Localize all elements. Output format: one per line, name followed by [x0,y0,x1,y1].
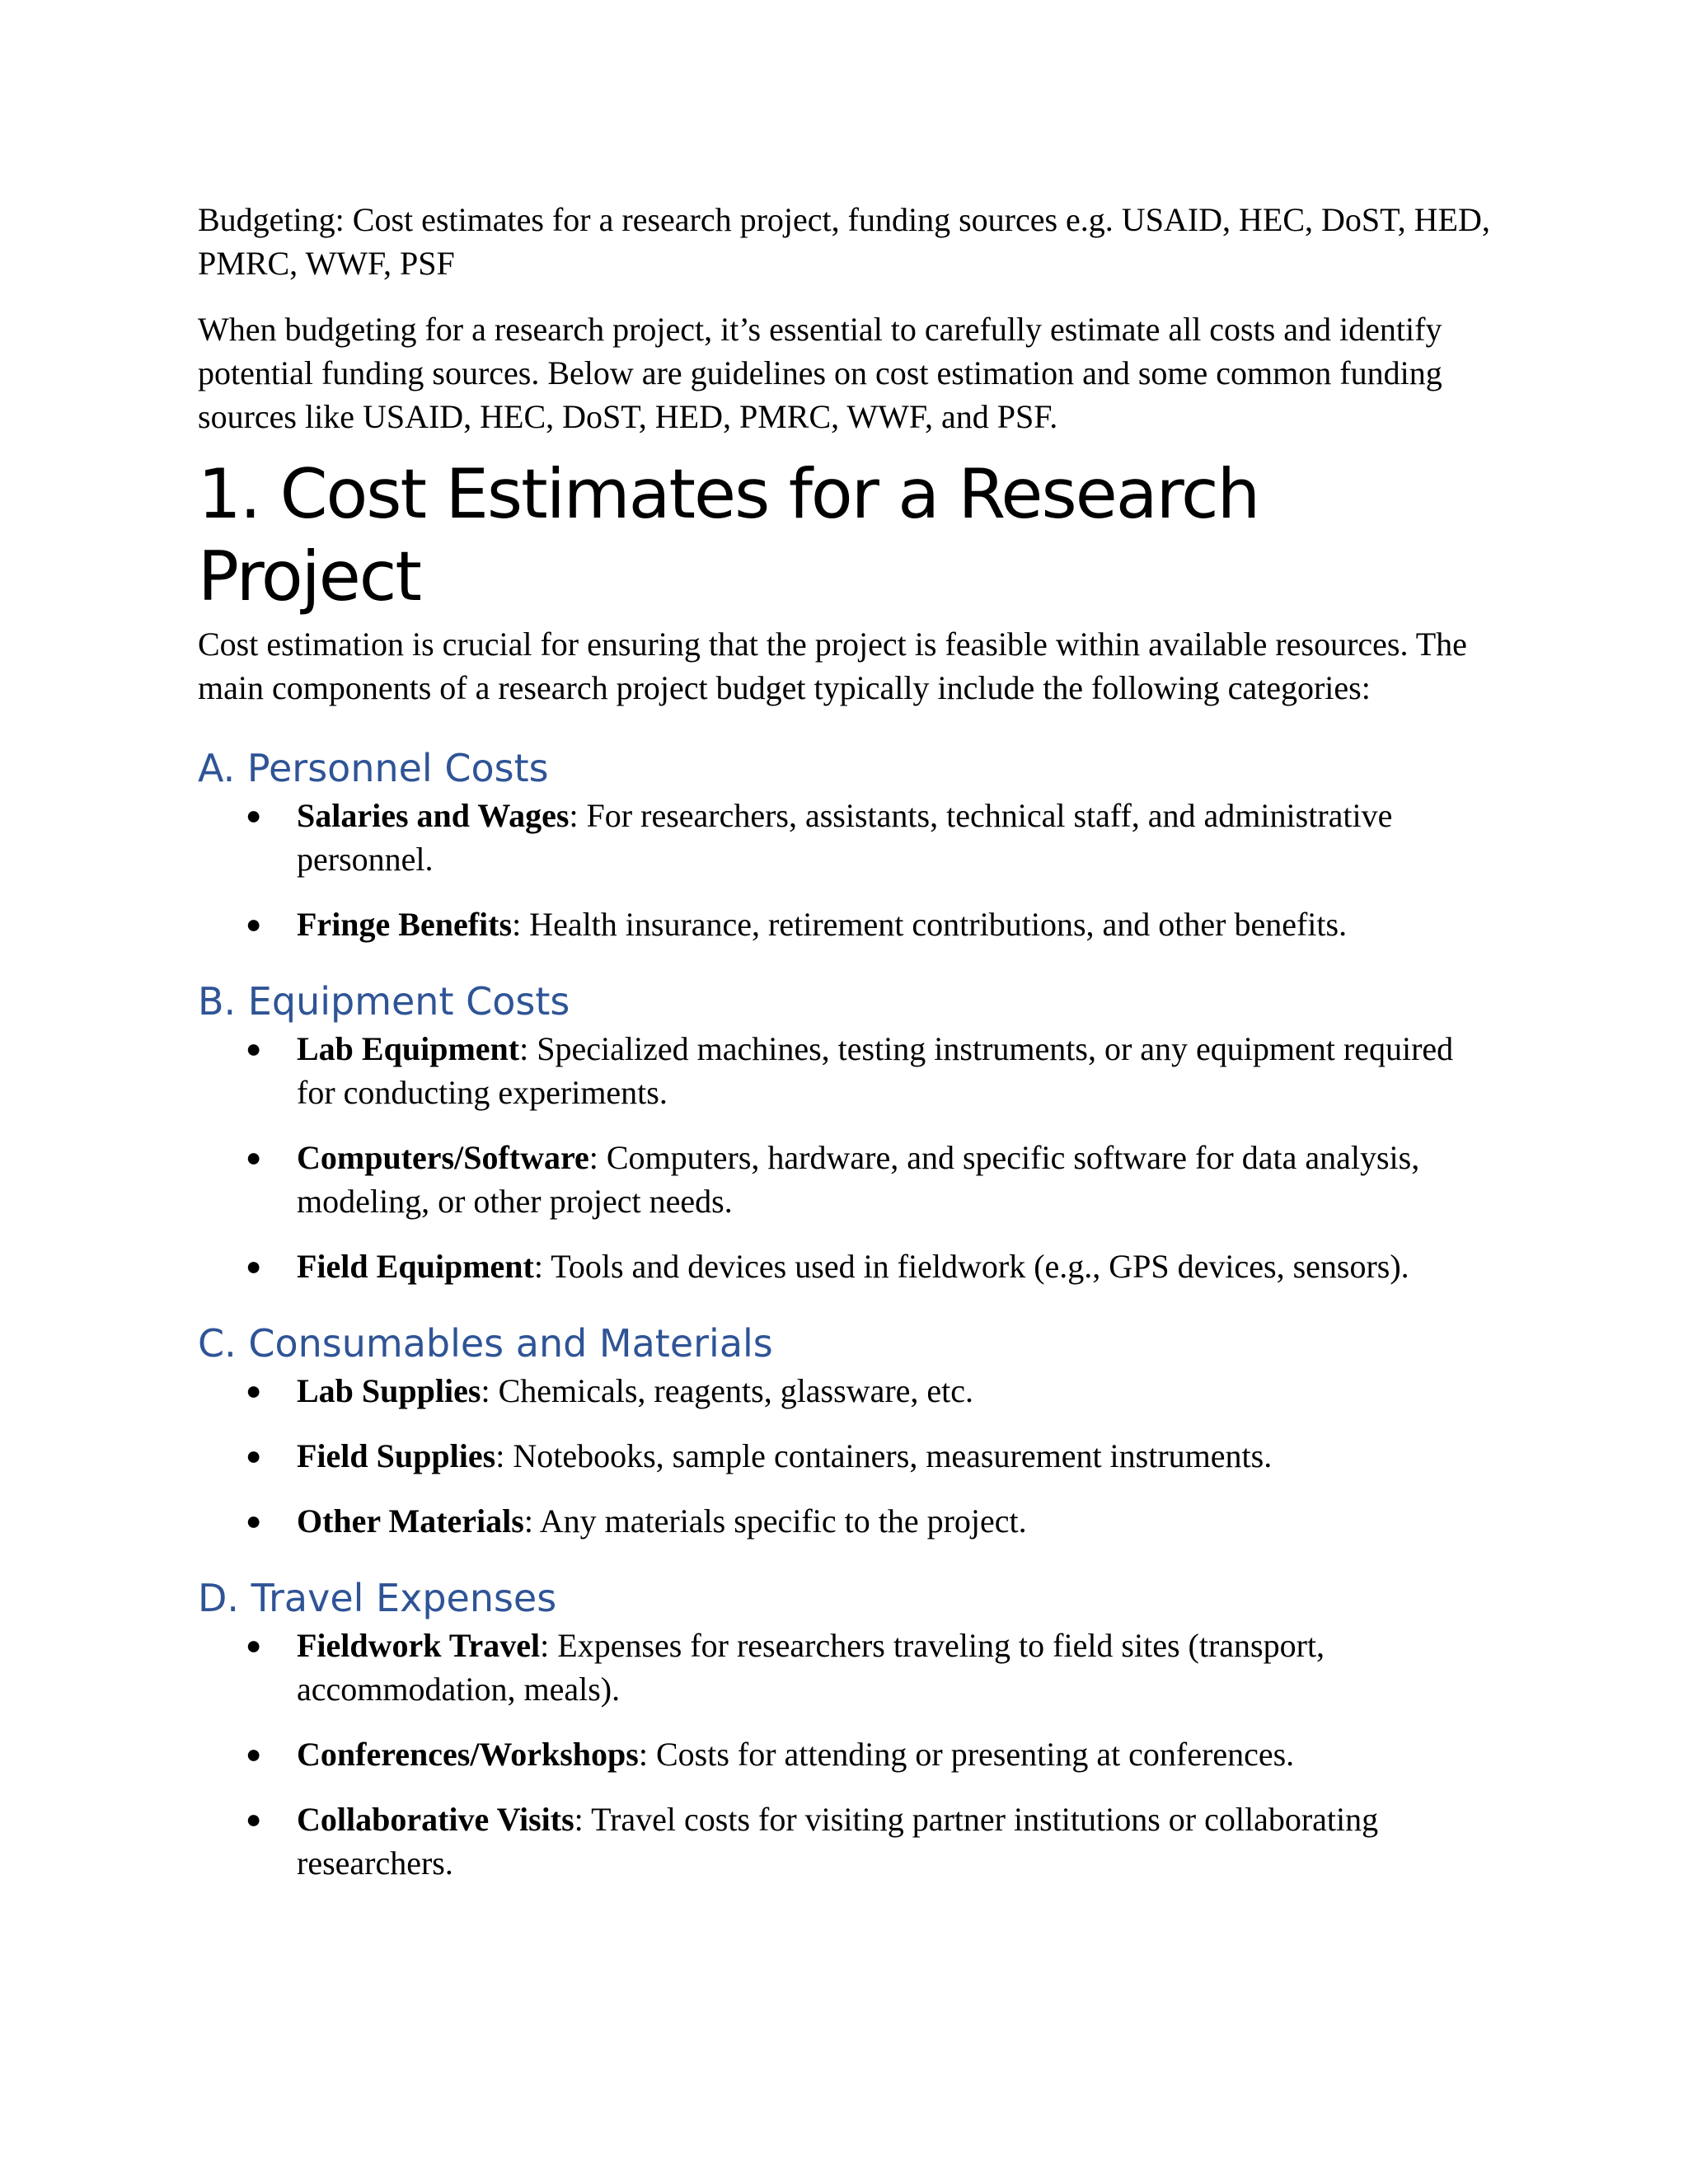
bullet-icon: ● [246,1376,262,1405]
list-item [198,1624,1492,1711]
item-term: Field Equipment [297,1248,534,1285]
bullet-icon: ● [246,1441,262,1470]
personnel-cost-list [198,794,1492,946]
bullet-icon: ● [246,1033,262,1063]
item-term: Salaries and Wages [297,797,570,834]
bullet-icon: ● [246,800,262,830]
list-item [198,1797,1492,1885]
item-description: : Notebooks, sample containers, measurement instruments. [495,1437,1273,1474]
list-item [198,794,1492,881]
subsection-heading-consumables: C. Consumables and Materials [198,1321,773,1366]
item-description: : For researchers, assistants, technical staff, and administrative personnel. [297,797,1393,878]
item-term: Field Supplies [297,1437,496,1474]
bullet-icon: ● [246,1630,262,1660]
item-term: Other Materials [297,1502,524,1540]
subsection-heading-personnel: A. Personnel Costs [198,746,549,790]
consumables-list [198,1369,1492,1543]
list-item [198,1027,1492,1114]
item-description: : Costs for attending or presenting at conferences. [638,1736,1295,1773]
bullet-icon: ● [246,1251,262,1281]
item-term: Conferences/Workshops [297,1736,639,1773]
subsection-heading-travel: D. Travel Expenses [198,1576,557,1620]
bullet-icon: ● [246,1506,262,1535]
intro-title: Budgeting: Cost estimates for a research project, funding sources e.g. USAID, HEC, DoST, HED, PMRC, WWF, PSF [198,201,1490,282]
item-description: : Specialized machines, testing instruments, or any equipment required for conducting experiments. [297,1030,1454,1111]
item-description: : Expenses for researchers traveling to field sites (transport, accommodation, meals). [297,1627,1325,1708]
item-term: Computers/Software [297,1139,589,1176]
item-term: Fringe Benefits [297,906,513,943]
section-intro-paragraph: Cost estimation is crucial for ensuring that the project is feasible within available resources. The main components of a research project budget typically include the following categories: [198,626,1467,706]
intro-paragraph: When budgeting for a research project, it’s essential to carefully estimate all costs and identify potential funding sources. Below are guidelines on cost estimation and some common funding sources like USAID, HEC, DoST, HED, PMRC, WWF, and PSF. [198,311,1442,435]
bullet-icon: ● [246,1804,262,1834]
item-term: Collaborative Visits [297,1801,574,1838]
subsection-heading-equipment: B. Equipment Costs [198,979,570,1024]
list-item [198,1732,1492,1776]
item-description: : Computers, hardware, and specific software for data analysis, modeling, or other project needs. [297,1139,1420,1220]
item-description: : Any materials specific to the project. [523,1502,1027,1540]
bullet-icon: ● [246,1142,262,1172]
bullet-icon: ● [246,909,262,939]
equipment-cost-list [198,1027,1492,1288]
travel-expense-list [198,1624,1492,1885]
item-description: : Chemicals, reagents, glassware, etc. [481,1372,974,1409]
item-description: : Health insurance, retirement contributions, and other benefits. [512,906,1348,943]
item-description: : Travel costs for visiting partner institutions or collaborating researchers. [297,1801,1379,1882]
bullet-icon: ● [246,1739,262,1769]
list-item [198,1369,1492,1413]
section-heading: 1. Cost Estimates for a Research Project [198,454,1259,616]
list-item [198,1434,1492,1478]
document-page [198,198,1492,1915]
item-term: Lab Supplies [297,1372,481,1409]
list-item [198,902,1492,946]
list-item [198,1244,1492,1288]
list-item [198,1136,1492,1223]
list-item [198,1499,1492,1543]
item-description: : Tools and devices used in fieldwork (e.g., GPS devices, sensors). [533,1248,1409,1285]
item-term: Fieldwork Travel [297,1627,541,1664]
item-term: Lab Equipment [297,1030,520,1067]
